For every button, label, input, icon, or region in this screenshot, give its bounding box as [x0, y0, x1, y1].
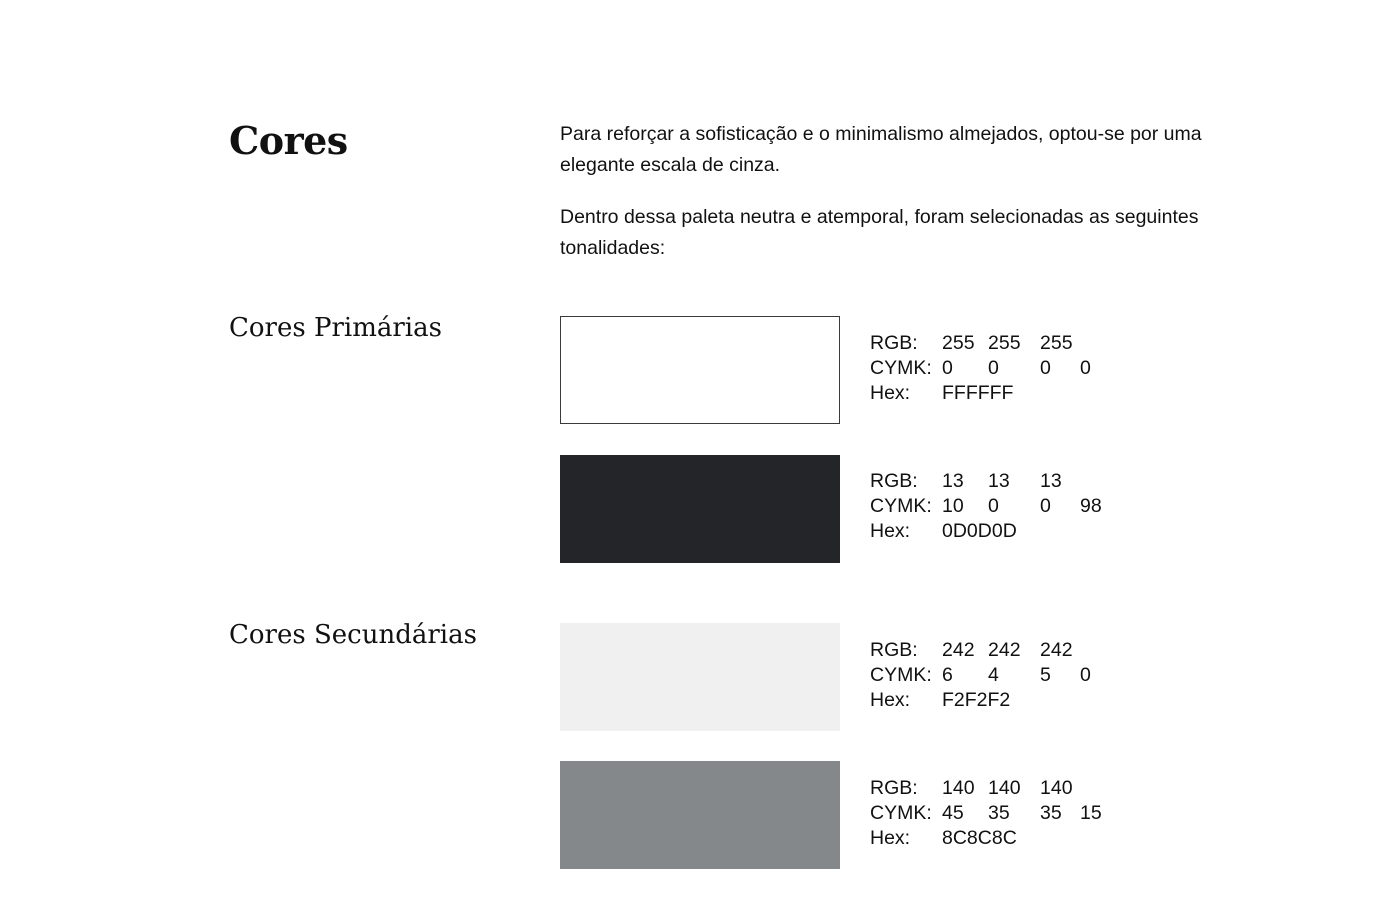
cmyk-label: CYMK: — [870, 802, 932, 824]
page-title: Cores — [229, 118, 348, 163]
intro-paragraph: Dentro dessa paleta neutra e atemporal, foram selecionadas as seguintes tonalidades: — [560, 206, 1199, 259]
color-swatch-light-gray — [560, 623, 840, 731]
cmyk-c-value: 0 — [942, 357, 953, 379]
hex-value: FFFFFF — [942, 382, 1014, 404]
rgb-r-value: 242 — [942, 639, 975, 661]
cmyk-m-value: 0 — [988, 495, 999, 517]
intro-paragraph: Para reforçar a sofisticação e o minimalismo almejados, optou-se por uma elegante escala de cinza. — [560, 123, 1202, 176]
cmyk-y-value: 0 — [1040, 357, 1051, 379]
color-swatch-medium-gray — [560, 761, 840, 869]
section-title-primary-colors: Cores Primárias — [229, 313, 442, 343]
color-swatch-black — [560, 455, 840, 563]
cmyk-k-value: 0 — [1080, 357, 1091, 379]
rgb-label: RGB: — [870, 332, 918, 354]
hex-label: Hex: — [870, 689, 911, 711]
cmyk-k-value: 15 — [1080, 802, 1102, 824]
hex-label: Hex: — [870, 520, 911, 542]
rgb-label: RGB: — [870, 639, 918, 661]
rgb-label: RGB: — [870, 470, 918, 492]
rgb-r-value: 13 — [942, 470, 964, 492]
rgb-g-value: 13 — [988, 470, 1010, 492]
hex-value: 8C8C8C — [942, 827, 1017, 849]
cmyk-m-value: 0 — [988, 357, 999, 379]
cmyk-c-value: 45 — [942, 802, 964, 824]
color-swatch-white — [560, 316, 840, 424]
rgb-b-value: 140 — [1040, 777, 1073, 799]
rgb-b-value: 242 — [1040, 639, 1073, 661]
rgb-g-value: 255 — [988, 332, 1021, 354]
cmyk-label: CYMK: — [870, 357, 932, 379]
cmyk-y-value: 5 — [1040, 664, 1051, 686]
rgb-b-value: 255 — [1040, 332, 1073, 354]
rgb-b-value: 13 — [1040, 470, 1062, 492]
cmyk-c-value: 6 — [942, 664, 953, 686]
rgb-r-value: 140 — [942, 777, 975, 799]
cmyk-k-value: 98 — [1080, 495, 1102, 517]
cmyk-y-value: 0 — [1040, 495, 1051, 517]
rgb-g-value: 140 — [988, 777, 1021, 799]
cmyk-y-value: 35 — [1040, 802, 1062, 824]
intro-text — [560, 119, 1260, 285]
cmyk-label: CYMK: — [870, 664, 932, 686]
rgb-r-value: 255 — [942, 332, 975, 354]
cmyk-c-value: 10 — [942, 495, 964, 517]
rgb-g-value: 242 — [988, 639, 1021, 661]
hex-value: 0D0D0D — [942, 520, 1017, 542]
hex-value: F2F2F2 — [942, 689, 1011, 711]
cmyk-k-value: 0 — [1080, 664, 1091, 686]
cmyk-m-value: 4 — [988, 664, 999, 686]
section-title-secondary-colors: Cores Secundárias — [229, 620, 477, 650]
hex-label: Hex: — [870, 382, 911, 404]
cmyk-m-value: 35 — [988, 802, 1010, 824]
rgb-label: RGB: — [870, 777, 918, 799]
cmyk-label: CYMK: — [870, 495, 932, 517]
hex-label: Hex: — [870, 827, 911, 849]
